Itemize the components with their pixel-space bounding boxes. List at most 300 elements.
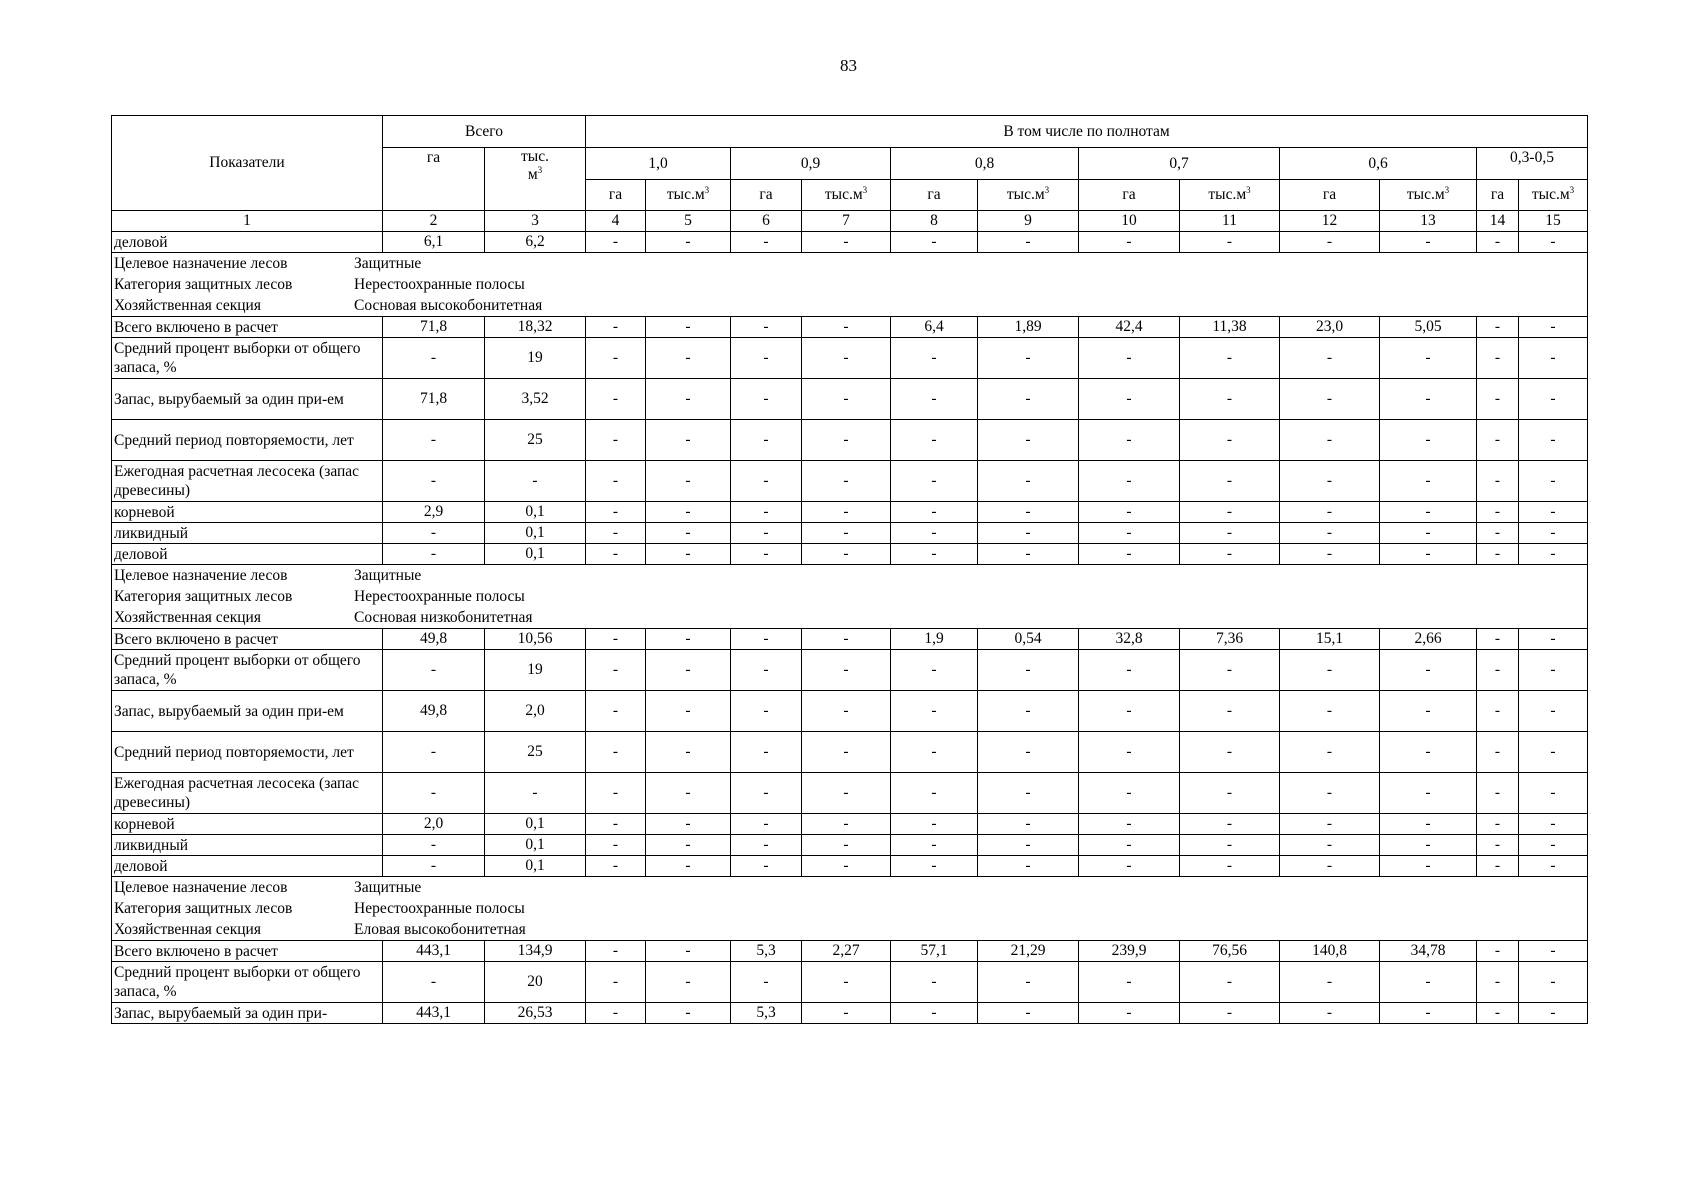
table-cell: - (646, 835, 731, 856)
table-cell: - (1477, 317, 1519, 338)
table-cell: - (1380, 835, 1477, 856)
table-cell: - (646, 544, 731, 565)
section-label: Хозяйственная секция (114, 609, 261, 626)
table-cell: - (1280, 523, 1380, 544)
table-cell: - (586, 941, 646, 962)
density-header-2: 0,9 (731, 148, 891, 180)
category-label: Категория защитных лесов (114, 588, 293, 605)
table-cell: - (978, 502, 1079, 523)
table-cell: 15,1 (1280, 629, 1380, 650)
row-label: Ежегодная расчетная лесосека (запас древесины) (112, 773, 383, 814)
section-label: Хозяйственная секция (114, 297, 261, 314)
table-cell: - (586, 232, 646, 253)
table-cell: - (731, 379, 802, 420)
table-cell: 6,2 (485, 232, 586, 253)
table-cell: - (586, 732, 646, 773)
table-cell: - (383, 461, 485, 502)
table-cell: 25 (485, 420, 586, 461)
page-number: 83 (840, 56, 857, 75)
category-value: Нерестоохранные полосы (354, 276, 525, 293)
table-cell: 32,8 (1079, 629, 1180, 650)
density-header-4: 0,7 (1079, 148, 1280, 180)
table-cell: - (891, 691, 978, 732)
header-row-1 (112, 116, 1588, 148)
table-cell: - (485, 461, 586, 502)
table-cell: - (1079, 232, 1180, 253)
table-cell: - (1477, 338, 1519, 379)
table-cell: - (646, 941, 731, 962)
table-cell: - (1519, 523, 1588, 544)
table-cell: - (383, 732, 485, 773)
table-cell: - (586, 650, 646, 691)
table-cell: - (891, 420, 978, 461)
row-label: деловой (112, 856, 383, 877)
column-number: 6 (731, 211, 802, 232)
column-number-row (112, 211, 1588, 232)
section-value: Сосновая высокобонитетная (354, 297, 543, 314)
table-cell: - (1280, 691, 1380, 732)
table-cell: - (646, 629, 731, 650)
table-cell: - (1180, 461, 1280, 502)
table-cell: - (731, 773, 802, 814)
table-cell: - (1180, 962, 1280, 1003)
unit-volume-3 (978, 180, 1079, 211)
table-cell: 18,32 (485, 317, 586, 338)
table-cell: - (586, 502, 646, 523)
by-density-header: В том числе по полнотам (586, 116, 1588, 148)
table-cell: - (646, 420, 731, 461)
table-cell: - (802, 317, 891, 338)
column-number: 2 (383, 211, 485, 232)
table-cell: - (978, 814, 1079, 835)
table-cell: - (802, 835, 891, 856)
volume-unit-sup: 3 (537, 164, 543, 175)
table-cell: 5,3 (731, 1003, 802, 1024)
table-cell: - (802, 962, 891, 1003)
table-cell: - (1079, 835, 1180, 856)
table-cell: - (1280, 650, 1380, 691)
table-cell: - (731, 544, 802, 565)
table-row (112, 502, 1588, 523)
column-number: 10 (1079, 211, 1180, 232)
table-row (112, 941, 1588, 962)
table-cell: - (1180, 379, 1280, 420)
table-cell: - (978, 523, 1079, 544)
table-cell: - (586, 962, 646, 1003)
section-value: Еловая высокобонитетная (354, 921, 526, 938)
table-cell: 71,8 (383, 379, 485, 420)
table-cell: - (891, 544, 978, 565)
column-number: 8 (891, 211, 978, 232)
volume-unit-line1: тыс. (521, 148, 549, 165)
table-cell: - (978, 379, 1079, 420)
row-label: деловой (112, 232, 383, 253)
table-row (112, 650, 1588, 691)
table-cell: 5,05 (1380, 317, 1477, 338)
purpose-value: Защитные (354, 567, 422, 584)
table-cell: - (1079, 502, 1180, 523)
table-cell: - (1477, 941, 1519, 962)
table-cell: 49,8 (383, 691, 485, 732)
table-cell: - (731, 629, 802, 650)
table-cell: - (978, 732, 1079, 773)
table-cell: - (646, 732, 731, 773)
table-cell: - (1180, 420, 1280, 461)
table-cell: 20 (485, 962, 586, 1003)
table-cell: - (383, 773, 485, 814)
row-label: Средний процент выборки от общего запаса, % (112, 962, 383, 1003)
table-cell: - (646, 1003, 731, 1024)
table-cell: - (1380, 544, 1477, 565)
table-cell: - (802, 461, 891, 502)
table-cell: - (1380, 420, 1477, 461)
table-cell: - (586, 629, 646, 650)
table-cell: - (1380, 814, 1477, 835)
table-cell: - (802, 773, 891, 814)
table-cell: - (891, 379, 978, 420)
table-cell: - (1180, 338, 1280, 379)
table-row (112, 379, 1588, 420)
table-cell: - (1079, 1003, 1180, 1024)
table-cell: - (1477, 962, 1519, 1003)
unit-volume-sup: 3 (1444, 184, 1450, 195)
table-row (112, 317, 1588, 338)
table-cell: - (1180, 835, 1280, 856)
table-cell: - (646, 232, 731, 253)
table-row (112, 232, 1588, 253)
table-cell: 57,1 (891, 941, 978, 962)
table-cell: - (1280, 338, 1380, 379)
table-cell: - (1079, 338, 1180, 379)
table-cell: - (1519, 732, 1588, 773)
unit-volume-text: тыс.м (1208, 186, 1247, 203)
table-cell: - (586, 379, 646, 420)
table-cell: - (1180, 814, 1280, 835)
table-cell: - (1380, 232, 1477, 253)
table-cell: - (1519, 502, 1588, 523)
table-cell: - (1519, 941, 1588, 962)
table-cell: - (1380, 502, 1477, 523)
table-cell: - (731, 502, 802, 523)
table-cell: - (1519, 773, 1588, 814)
table-cell: 239,9 (1079, 941, 1180, 962)
section-info-cell (112, 565, 1588, 629)
table-cell: - (646, 523, 731, 544)
table-cell: - (1079, 420, 1180, 461)
table-cell: - (1519, 629, 1588, 650)
row-label: Запас, вырубаемый за один при-ем (112, 379, 383, 420)
table-row (112, 732, 1588, 773)
table-cell: - (1280, 1003, 1380, 1024)
table-cell: - (646, 317, 731, 338)
row-label: деловой (112, 544, 383, 565)
row-label: Средний процент выборки от общего запаса, % (112, 338, 383, 379)
table-cell: - (891, 650, 978, 691)
table-cell: - (978, 835, 1079, 856)
row-label: корневой (112, 502, 383, 523)
table-cell: - (1280, 732, 1380, 773)
section-info-cell (112, 877, 1588, 941)
table-cell: - (731, 523, 802, 544)
table-cell: - (1477, 502, 1519, 523)
table-cell: - (978, 232, 1079, 253)
table-cell: 42,4 (1079, 317, 1180, 338)
table-cell: - (383, 856, 485, 877)
table-cell: - (978, 544, 1079, 565)
table-cell: - (586, 1003, 646, 1024)
table-cell: - (891, 338, 978, 379)
density-header-6: 0,3-0,5 (1477, 148, 1588, 180)
unit-volume-text: тыс.м (1406, 186, 1445, 203)
table-cell: - (891, 814, 978, 835)
unit-volume-text: тыс.м (1531, 186, 1570, 203)
row-label: корневой (112, 814, 383, 835)
table-cell: - (586, 317, 646, 338)
table-cell: - (1280, 856, 1380, 877)
row-label: ликвидный (112, 523, 383, 544)
table-cell: - (1519, 962, 1588, 1003)
table-cell: - (1519, 650, 1588, 691)
table-cell: - (802, 732, 891, 773)
table-cell: - (802, 232, 891, 253)
column-number: 1 (112, 211, 383, 232)
table-cell: - (1477, 856, 1519, 877)
table-cell: 443,1 (383, 941, 485, 962)
table-cell: 6,4 (891, 317, 978, 338)
purpose-value: Защитные (354, 255, 422, 272)
unit-volume-text: тыс.м (824, 186, 863, 203)
table-cell: - (1477, 420, 1519, 461)
table-cell: - (1519, 317, 1588, 338)
table-cell: - (731, 814, 802, 835)
table-row (112, 461, 1588, 502)
table-cell: 1,89 (978, 317, 1079, 338)
total-volume-header (485, 148, 586, 211)
table-cell: - (978, 338, 1079, 379)
table-cell: - (802, 420, 891, 461)
table-cell: - (1380, 856, 1477, 877)
unit-volume-text: тыс.м (666, 186, 705, 203)
table-cell: - (978, 962, 1079, 1003)
table-cell: - (891, 773, 978, 814)
unit-ha-2: га (731, 180, 802, 211)
row-label: Запас, вырубаемый за один при-ем (112, 691, 383, 732)
category-value: Нерестоохранные полосы (354, 588, 525, 605)
table-cell: - (731, 856, 802, 877)
table-cell: - (978, 691, 1079, 732)
unit-volume-1 (646, 180, 731, 211)
section-info-row (112, 565, 1588, 629)
table-cell: - (1380, 962, 1477, 1003)
table-cell: - (1380, 461, 1477, 502)
table-cell: - (731, 232, 802, 253)
table-row (112, 962, 1588, 1003)
table-cell: - (802, 379, 891, 420)
column-number: 5 (646, 211, 731, 232)
section-info-grid (114, 253, 1585, 316)
table-cell: - (802, 1003, 891, 1024)
table-cell: - (1477, 523, 1519, 544)
total-header: Всего (383, 116, 586, 148)
table-cell: - (1280, 814, 1380, 835)
unit-volume-4 (1180, 180, 1280, 211)
table-cell: - (1519, 379, 1588, 420)
table-cell: 0,1 (485, 544, 586, 565)
row-label: Запас, вырубаемый за один при- (112, 1003, 383, 1024)
table-cell: - (978, 1003, 1079, 1024)
table-cell: - (586, 856, 646, 877)
table-cell: - (1380, 691, 1477, 732)
table-cell: - (1519, 420, 1588, 461)
forest-stock-table (111, 115, 1588, 1024)
table-cell: 23,0 (1280, 317, 1380, 338)
table-cell: - (1280, 502, 1380, 523)
table-cell: - (1519, 1003, 1588, 1024)
table-cell: - (891, 962, 978, 1003)
section-label: Хозяйственная секция (114, 921, 261, 938)
table-cell: - (802, 523, 891, 544)
unit-volume-sup: 3 (704, 184, 710, 195)
table-row (112, 814, 1588, 835)
table-row (112, 835, 1588, 856)
section-value: Сосновая низкобонитетная (354, 609, 533, 626)
table-cell: - (646, 814, 731, 835)
unit-volume-text: тыс.м (1006, 186, 1045, 203)
category-label: Категория защитных лесов (114, 900, 293, 917)
table-cell: 3,52 (485, 379, 586, 420)
table-cell: - (802, 629, 891, 650)
unit-volume-5 (1380, 180, 1477, 211)
table-cell: - (1519, 232, 1588, 253)
column-number: 13 (1380, 211, 1477, 232)
table-cell: - (978, 650, 1079, 691)
table-row (112, 338, 1588, 379)
table-cell: - (731, 962, 802, 1003)
table-cell: - (586, 523, 646, 544)
unit-ha-6: га (1477, 180, 1519, 211)
column-number: 4 (586, 211, 646, 232)
column-number: 7 (802, 211, 891, 232)
table-row (112, 544, 1588, 565)
table-cell: - (802, 650, 891, 691)
table-row (112, 629, 1588, 650)
table-cell: - (1477, 814, 1519, 835)
table-cell: - (1519, 544, 1588, 565)
table-cell: 49,8 (383, 629, 485, 650)
table-cell: - (731, 338, 802, 379)
density-header-1: 1,0 (586, 148, 731, 180)
table-cell: - (731, 732, 802, 773)
volume-unit-line2: м (527, 166, 538, 183)
table-cell: - (1079, 856, 1180, 877)
table-cell: 0,54 (978, 629, 1079, 650)
table-cell: - (1280, 232, 1380, 253)
table-cell: - (731, 420, 802, 461)
table-cell: - (383, 962, 485, 1003)
table-cell: - (383, 338, 485, 379)
table-cell: - (891, 856, 978, 877)
table-cell: - (646, 856, 731, 877)
table-cell: - (1477, 835, 1519, 856)
table-cell: - (1180, 523, 1280, 544)
table-cell: - (891, 732, 978, 773)
table-cell: 5,3 (731, 941, 802, 962)
table-cell: 0,1 (485, 835, 586, 856)
table-cell: 0,1 (485, 523, 586, 544)
table-cell: - (1477, 544, 1519, 565)
table-cell: - (1380, 773, 1477, 814)
table-cell: - (1079, 773, 1180, 814)
table-cell: - (586, 773, 646, 814)
table-cell: - (1477, 691, 1519, 732)
table-cell: - (1519, 835, 1588, 856)
unit-volume-2 (802, 180, 891, 211)
unit-ha-4: га (1079, 180, 1180, 211)
table-cell: - (731, 691, 802, 732)
table-cell: 6,1 (383, 232, 485, 253)
table-cell: 71,8 (383, 317, 485, 338)
table-cell: - (978, 773, 1079, 814)
table-cell: - (586, 420, 646, 461)
table-cell: 0,1 (485, 856, 586, 877)
table-cell: - (1280, 835, 1380, 856)
table-cell: - (1180, 502, 1280, 523)
table-cell: - (586, 835, 646, 856)
table-cell: - (646, 502, 731, 523)
table-cell: - (1380, 523, 1477, 544)
table-cell: - (731, 650, 802, 691)
table-cell: - (802, 814, 891, 835)
table-cell: - (646, 461, 731, 502)
table-cell: - (1477, 379, 1519, 420)
row-label: ликвидный (112, 835, 383, 856)
table-cell: 134,9 (485, 941, 586, 962)
section-info-row (112, 877, 1588, 941)
table-cell: - (891, 835, 978, 856)
table-cell: 19 (485, 338, 586, 379)
table-cell: - (586, 338, 646, 379)
table-cell: - (1180, 773, 1280, 814)
table-cell: - (646, 773, 731, 814)
table-cell: - (646, 338, 731, 379)
table-cell: - (1180, 1003, 1280, 1024)
table-cell: - (1380, 338, 1477, 379)
table-cell: - (1079, 461, 1180, 502)
table-cell: 1,9 (891, 629, 978, 650)
section-info-grid (114, 565, 1585, 628)
table-cell: - (978, 856, 1079, 877)
table-cell: - (1180, 232, 1280, 253)
table-cell: 2,27 (802, 941, 891, 962)
unit-ha-5: га (1280, 180, 1380, 211)
density-header-5: 0,6 (1280, 148, 1477, 180)
purpose-label: Целевое назначение лесов (114, 567, 288, 584)
section-info-grid (114, 877, 1585, 940)
table-cell: 2,9 (383, 502, 485, 523)
table-cell: - (1380, 650, 1477, 691)
table-cell: - (1519, 814, 1588, 835)
purpose-label: Целевое назначение лесов (114, 255, 288, 272)
table-cell: - (978, 461, 1079, 502)
table-cell: - (1280, 379, 1380, 420)
category-label: Категория защитных лесов (114, 276, 293, 293)
table-cell: 0,1 (485, 502, 586, 523)
table-cell: - (731, 461, 802, 502)
table-cell: - (646, 379, 731, 420)
table-cell: 34,78 (1380, 941, 1477, 962)
table-cell: - (1519, 338, 1588, 379)
unit-ha-3: га (891, 180, 978, 211)
